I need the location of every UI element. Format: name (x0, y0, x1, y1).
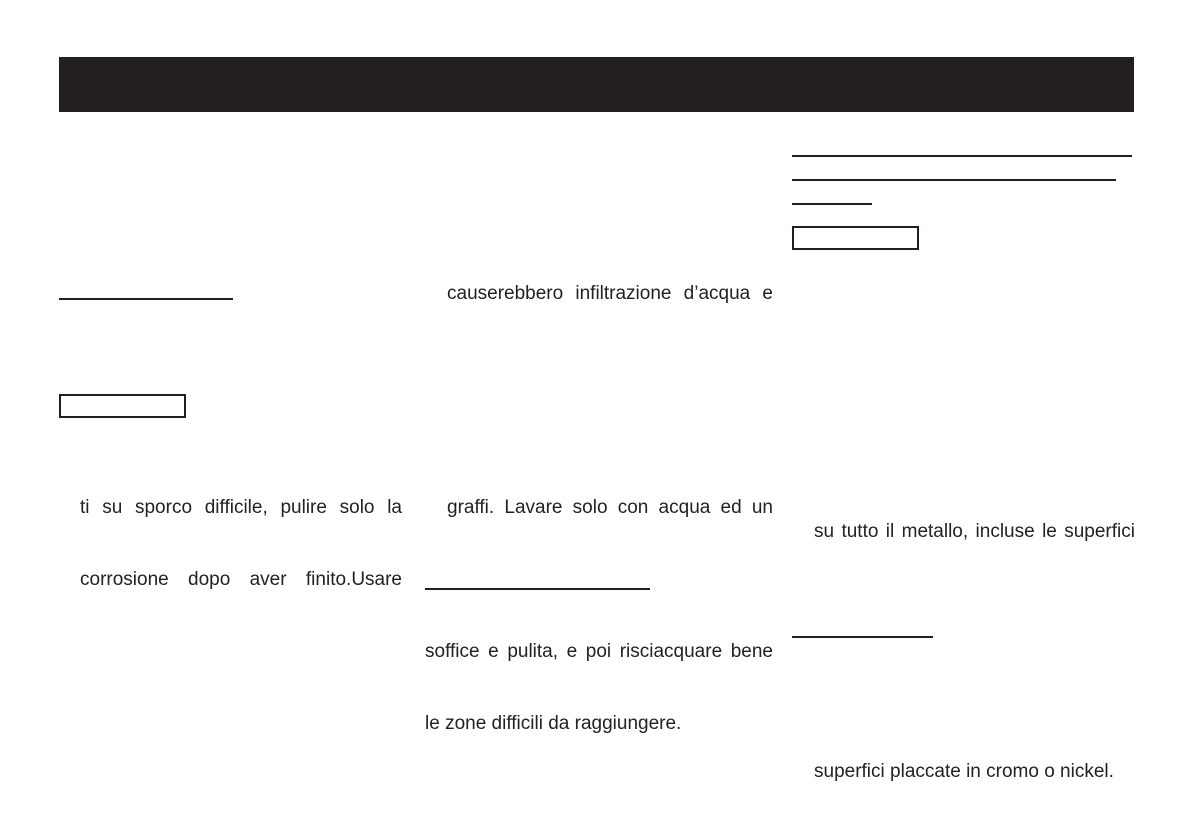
column2-text-line-3: soffice e pulita, e poi risciacquare bene (425, 641, 773, 662)
underline-rule (792, 636, 933, 638)
header-bar (59, 57, 1134, 112)
column3-text-line-2: superfici placcate in cromo o nickel. (814, 761, 1114, 782)
underline-rule (425, 588, 650, 590)
underline-rule (59, 298, 233, 300)
column2-text-line-2: graffi. Lavare solo con acqua ed un (447, 497, 773, 518)
column2-text-line-1: causerebbero infiltrazione d’acqua e (447, 283, 773, 304)
underline-rule (792, 155, 1132, 157)
underline-rule (792, 203, 872, 205)
underline-rule (792, 179, 1116, 181)
outlined-box (59, 394, 186, 418)
column1-text-line-2: corrosione dopo aver finito.Usare (80, 569, 402, 590)
outlined-box (792, 226, 919, 250)
column2-text-line-4: le zone difficili da raggiungere. (425, 713, 682, 734)
column1-text-line-1: ti su sporco difficile, pulire solo la (80, 497, 402, 518)
column3-text-line-1: su tutto il metallo, incluse le superfici (814, 521, 1135, 542)
